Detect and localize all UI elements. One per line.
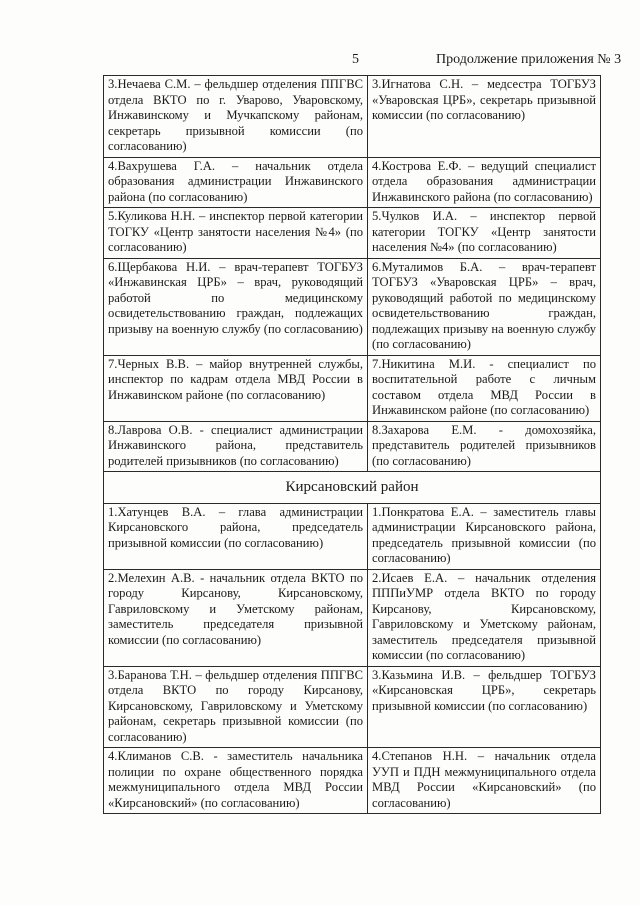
- main-member-cell: 2.Мелехин А.В. - начальник отдела ВКТО по городу Кирсанову, Кирсановскому, Гавриловскому и Уметскому районам, заместитель председателя призывной комиссии (по согласованию): [104, 569, 368, 666]
- section-row: [104, 472, 601, 504]
- table-row: [104, 748, 601, 814]
- table-row: [104, 157, 601, 208]
- reserve-member-cell: 7.Никитина М.И. - специалист по воспитательной работе с личным составом отдела МВД России в Инжавинском районе (по согласованию): [368, 355, 601, 421]
- commission-members-table: [103, 75, 601, 814]
- main-member-cell: 5.Куликова Н.Н. – инспектор первой категории ТОГКУ «Центр занятости населения №4» (по согласованию): [104, 208, 368, 259]
- appendix-note: Продолжение приложения № 3: [436, 52, 622, 67]
- main-member-cell: 8.Лаврова О.В. - специалист администрации Инжавинского района, представитель родителей призывников (по согласованию): [104, 421, 368, 472]
- table-row: [104, 503, 601, 569]
- table-row: [104, 258, 601, 355]
- section-title: Кирсановский район: [104, 472, 601, 504]
- table-row: [104, 421, 601, 472]
- table-row: [104, 355, 601, 421]
- main-member-cell: 6.Щербакова Н.И. – врач-терапевт ТОГБУЗ «Инжавинская ЦРБ» – врач, руководящий работой по медицинскому освидетельствованию граждан, подлежащих призыву на военную службу (по согласованию): [104, 258, 368, 355]
- table-row: [104, 208, 601, 259]
- table-row: [104, 666, 601, 748]
- reserve-member-cell: 3.Игнатова С.Н. – медсестра ТОГБУЗ «Уваровская ЦРБ», секретарь призывной комиссии (по согласованию): [368, 76, 601, 158]
- main-member-cell: 7.Черных В.В. – майор внутренней службы, инспектор по кадрам отдела МВД России в Инжавинском районе (по согласованию): [104, 355, 368, 421]
- reserve-member-cell: 1.Понкратова Е.А. – заместитель главы администрации Кирсановского района, председатель призывной комиссии (по согласованию): [368, 503, 601, 569]
- reserve-member-cell: 6.Муталимов Б.А. – врач-терапевт ТОГБУЗ «Уваровская ЦРБ» – врач, руководящий работой по медицинскому освидетельствованию граждан, подлежащих призыву на военную службу (по согласованию): [368, 258, 601, 355]
- reserve-member-cell: 5.Чулков И.А. – инспектор первой категории ТОГКУ «Центр занятости населения №4» (по согласованию): [368, 208, 601, 259]
- main-member-cell: 4.Вахрушева Г.А. – начальник отдела образования администрации Инжавинского района (по согласованию): [104, 157, 368, 208]
- page-number: 5: [352, 52, 359, 67]
- reserve-member-cell: 4.Степанов Н.Н. – начальник отдела УУП и ПДН межмуниципального отдела МВД России «Кирсановский» (по согласованию): [368, 748, 601, 814]
- reserve-member-cell: 3.Казьмина И.В. – фельдшер ТОГБУЗ «Кирсановская ЦРБ», секретарь призывной комиссии (по согласованию): [368, 666, 601, 748]
- page-header: [0, 50, 640, 72]
- table-row: [104, 76, 601, 158]
- reserve-member-cell: 8.Захарова Е.М. - домохозяйка, представитель родителей призывников (по согласованию): [368, 421, 601, 472]
- table-row: [104, 569, 601, 666]
- main-member-cell: 4.Климанов С.В. - заместитель начальника полиции по охране общественного порядка межмуниципального отдела МВД России «Кирсановский» (по согласованию): [104, 748, 368, 814]
- main-member-cell: 3.Баранова Т.Н. – фельдшер отделения ППГВС отдела ВКТО по городу Кирсанову, Кирсановскому, Гавриловскому и Уметскому районам, секретарь призывной комиссии (по согласованию): [104, 666, 368, 748]
- main-member-cell: 3.Нечаева С.М. – фельдшер отделения ППГВС отдела ВКТО по г. Уварово, Уваровскому, Инжавинскому и Мучкапскому районам, секретарь призывной комиссии (по согласованию): [104, 76, 368, 158]
- reserve-member-cell: 2.Исаев Е.А. – начальник отделения ПППиУМР отдела ВКТО по городу Кирсанову, Кирсановскому, Гавриловскому и Уметскому районам, заместитель председателя призывной комиссии (по согласованию): [368, 569, 601, 666]
- reserve-member-cell: 4.Кострова Е.Ф. – ведущий специалист отдела образования администрации Инжавинского района (по согласованию): [368, 157, 601, 208]
- main-member-cell: 1.Хатунцев В.А. – глава администрации Кирсановского района, председатель призывной комиссии (по согласованию): [104, 503, 368, 569]
